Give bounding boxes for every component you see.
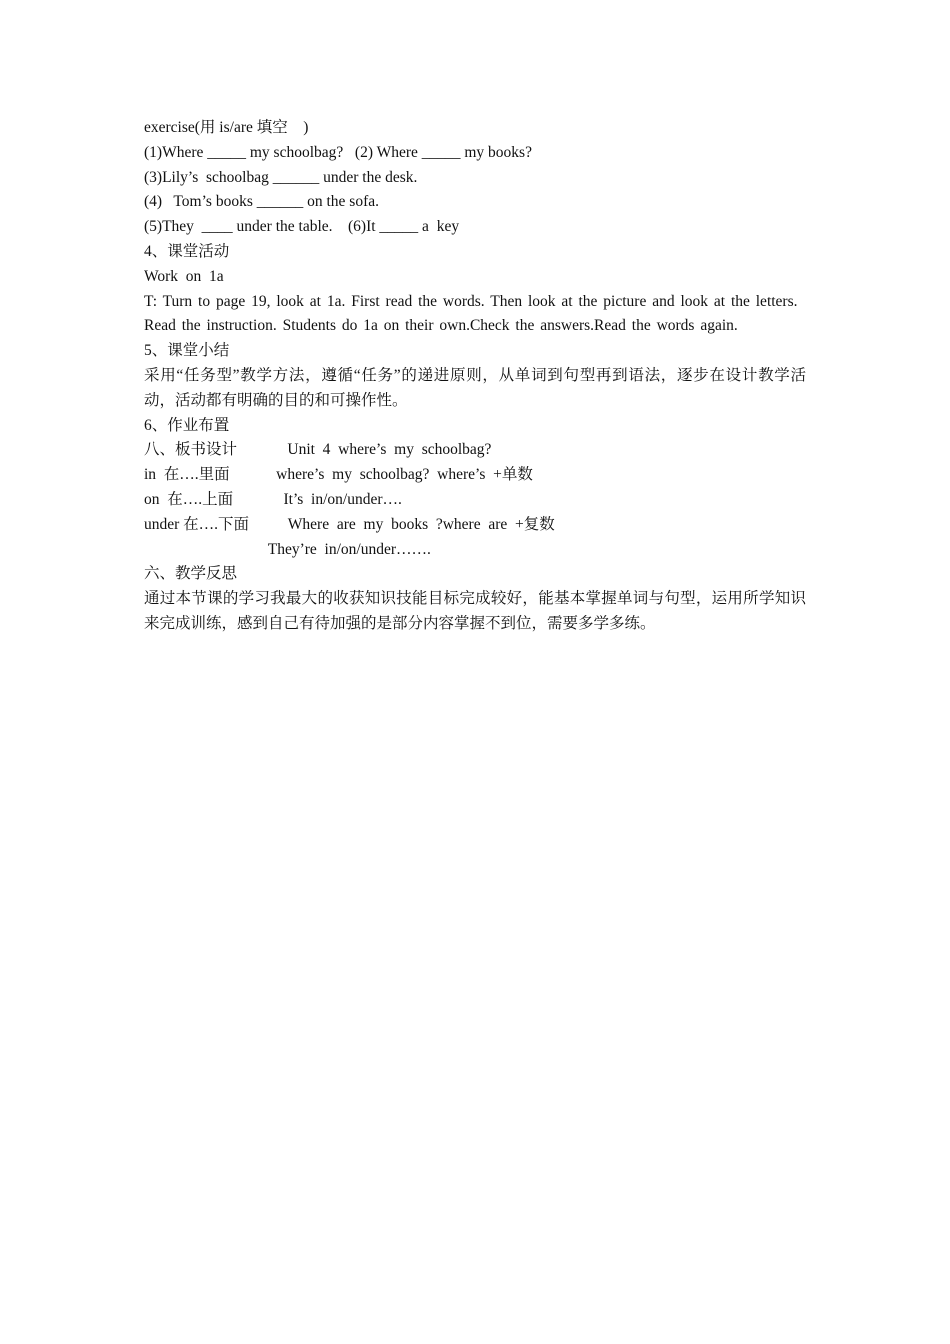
board-design-row-2: on 在….上面 It’s in/on/under…. [144,490,402,508]
board-design-row-1: in 在….里面 where’s my schoolbag? where’s +单数 [144,466,533,484]
exercise-item-1-2: (1)Where _____ my schoolbag? (2) Where _____ my books? [144,143,532,161]
exercise-item-4: (4) Tom’s books ______ on the sofa. [144,193,379,211]
document-body [144,116,806,637]
summary-paragraph: 采用“任务型”教学方法，遵循“任务”的递进原则，从单词到句型再到语法，逐步在设计教学活动，活动都有明确的目的和可操作性。 [144,366,806,409]
activity-paragraph-1: T: Turn to page 19, look at 1a. First read the words. Then look at the picture and look at the letters. [144,292,798,310]
exercise-item-3: (3)Lily’s schoolbag ______ under the desk. [144,168,418,186]
exercise-item-5-6: (5)They ____ under the table. (6)It _____ a key [144,218,460,236]
activity-paragraph-2: Read the instruction. Students do 1a on their own.Check the answers.Read the words again. [144,317,738,335]
section-heading-homework: 6、作业布置 [144,416,230,434]
section-heading-reflection: 六、教学反思 [144,565,238,583]
board-design-row-4: They’re in/on/under……. [144,540,431,558]
section-heading-summary: 5、课堂小结 [144,342,230,360]
board-design-title: 八、板书设计 Unit 4 where’s my schoolbag? [144,441,492,459]
reflection-paragraph: 通过本节课的学习我最大的收获知识技能目标完成较好，能基本掌握单词与句型，运用所学知识来完成训练，感到自己有待加强的是部分内容掌握不到位，需要多学多练。 [144,590,806,632]
section-heading-classroom-activity: 4、课堂活动 [144,242,230,260]
activity-line: Work on 1a [144,267,224,285]
board-design-row-3: under 在….下面 Where are my books ?where are +复数 [144,515,555,533]
exercise-title: exercise(用 is/are 填空 ) [144,119,309,136]
